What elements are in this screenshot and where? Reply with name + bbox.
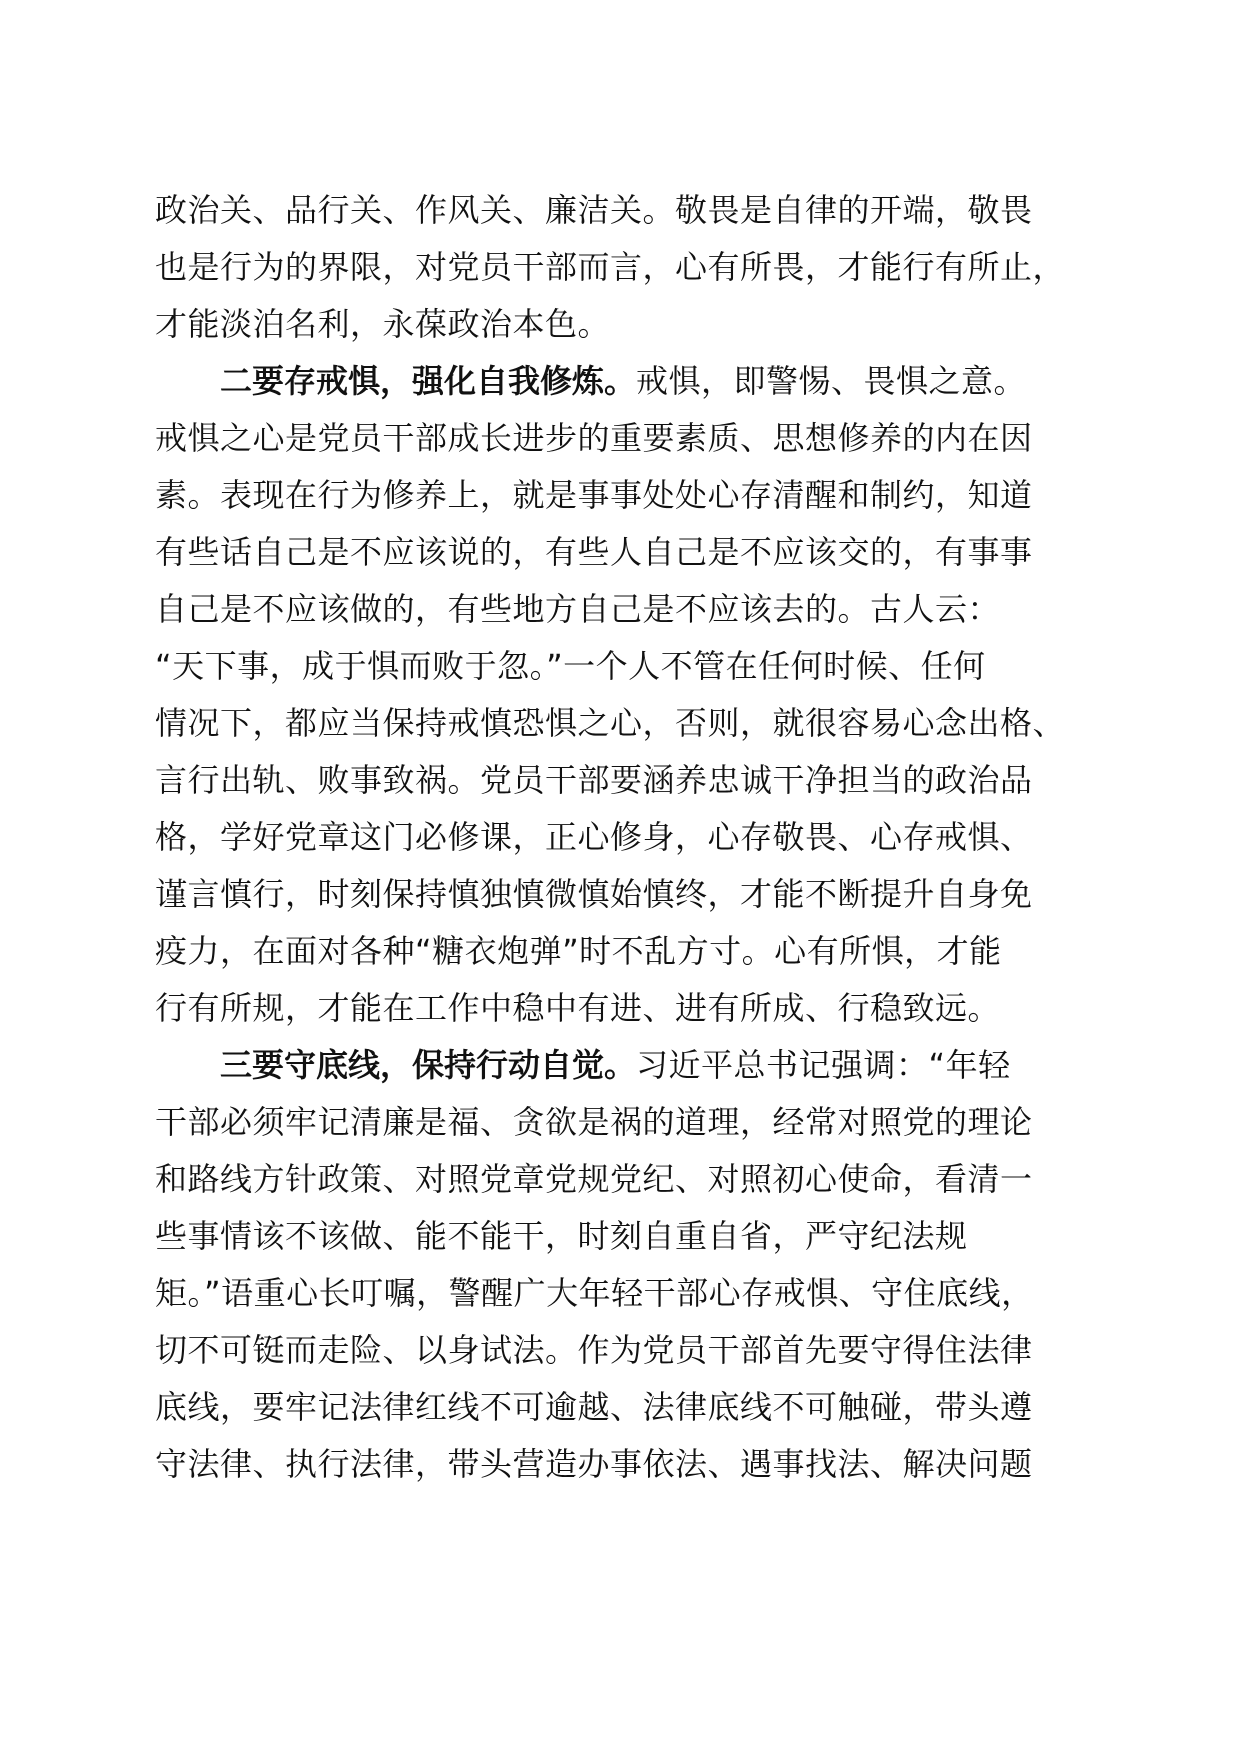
- paragraph-2-line-2: 戒惧之心是党员干部成长进步的重要素质、思想修养的内在因: [155, 419, 1033, 457]
- paragraph-2-first-line: [220, 361, 1026, 401]
- paragraph-2-line-11: 疫力，在面对各种“糖衣炮弹”时不乱方寸。心有所惧，才能: [155, 932, 1002, 970]
- paragraph-3-heading: 三要守底线，保持行动自觉。: [220, 1046, 637, 1084]
- paragraph-3-first-line: [220, 1045, 1011, 1085]
- paragraph-2-line-12: 行有所规，才能在工作中稳中有进、进有所成、行稳致远。: [155, 989, 1001, 1027]
- paragraph-3-line-4: 些事情该不该做、能不能干，时刻自重自省，严守纪法规: [155, 1217, 968, 1255]
- paragraph-2-first-line-text: 戒惧，即警惕、畏惧之意。: [636, 362, 1027, 400]
- paragraph-3-line-5: 矩。”语重心长叮嘱，警醒广大年轻干部心存戒惧、守住底线，: [155, 1274, 1034, 1312]
- paragraph-3-line-6: 切不可铤而走险、以身试法。作为党员干部首先要守得住法律: [155, 1331, 1033, 1369]
- paragraph-2-line-6: “天下事，成于惧而败于忽。”一个人不管在任何时候、任何: [155, 647, 986, 685]
- paragraph-2-line-5: 自己是不应该做的，有些地方自己是不应该去的。古人云：: [155, 590, 1001, 628]
- paragraph-2-heading: 二要存戒惧，强化自我修炼。: [220, 362, 637, 400]
- paragraph-3-line-8: 守法律、执行法律，带头营造办事依法、遇事找法、解决问题: [155, 1445, 1033, 1483]
- paragraph-2-line-8: 言行出轨、败事致祸。党员干部要涵养忠诚干净担当的政治品: [155, 761, 1033, 799]
- paragraph-2-line-10: 谨言慎行，时刻保持慎独慎微慎始慎终，才能不断提升自身免: [155, 875, 1033, 913]
- paragraph-3-line-7: 底线，要牢记法律红线不可逾越、法律底线不可触碰，带头遵: [155, 1388, 1033, 1426]
- paragraph-3-line-2: 干部必须牢记清廉是福、贪欲是祸的道理，经常对照党的理论: [155, 1103, 1033, 1141]
- paragraph-2-line-4: 有些话自己是不应该说的，有些人自己是不应该交的，有事事: [155, 533, 1033, 571]
- paragraph-1-line-3: 才能淡泊名利，永葆政治本色。: [155, 305, 611, 343]
- paragraph-2-line-9: 格，学好党章这门必修课，正心修身，心存敬畏、心存戒惧、: [155, 818, 1033, 856]
- paragraph-3-first-line-text: 习近平总书记强调：“年轻: [636, 1046, 1011, 1084]
- paragraph-1-line-2: 也是行为的界限，对党员干部而言，心有所畏，才能行有所止，: [155, 248, 1066, 286]
- paragraph-2-line-3: 素。表现在行为修养上，就是事事处处心存清醒和制约，知道: [155, 476, 1033, 514]
- paragraph-3-line-3: 和路线方针政策、对照党章党规党纪、对照初心使命，看清一: [155, 1160, 1033, 1198]
- paragraph-1-line-1: 政治关、品行关、作风关、廉洁关。敬畏是自律的开端，敬畏: [155, 191, 1033, 229]
- paragraph-2-line-7: 情况下，都应当保持戒慎恐惧之心，否则，就很容易心念出格、: [155, 704, 1066, 742]
